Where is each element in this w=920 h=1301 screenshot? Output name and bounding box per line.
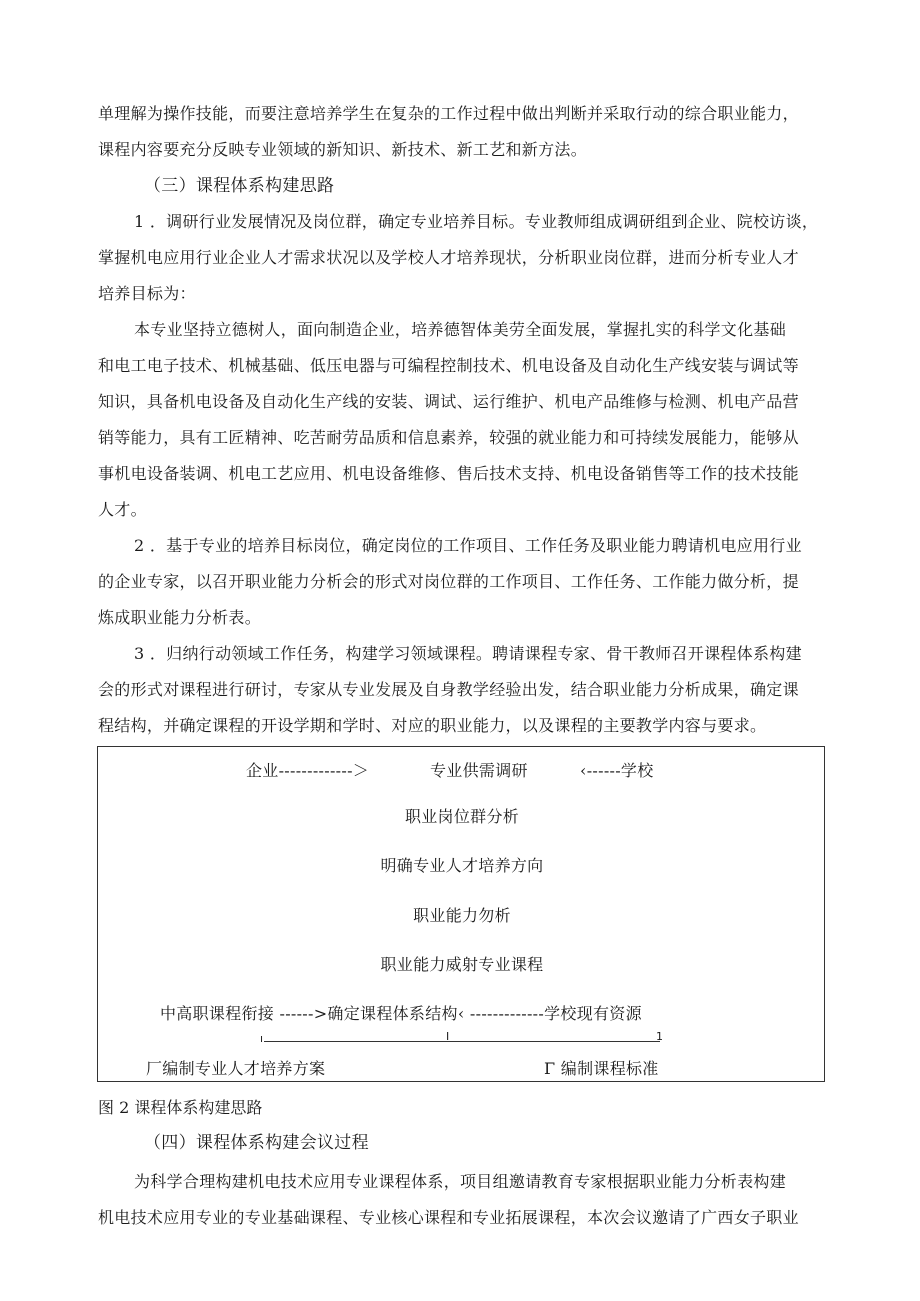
paragraph-line: 会的形式对课程进行研讨，专家从专业发展及自身教学经验出发，结合职业能力分析成果，确定课 xyxy=(98,680,799,699)
figure-caption: 图 2 课程体系构建思路 xyxy=(98,1098,263,1117)
diagram-course-structure-row: 中高职课程衔接 ------>确定课程体系结构‹ -------------学校现有资源 xyxy=(160,1004,642,1023)
paragraph-line: 程结构，并确定课程的开设学期和学时、对应的职业能力，以及课程的主要教学内容与要求。 xyxy=(98,716,767,735)
diagram-output-training-plan: 厂编制专业人才培养方案 xyxy=(146,1059,326,1078)
section-heading-4: （四）课程体系构建会议过程 xyxy=(144,1133,369,1153)
paragraph-line: 知识，具备机电设备及自动化生产线的安装、调试、运行维护、机电产品维修与检测、机电产品营 xyxy=(98,392,799,411)
paragraph-line: 炼成职业能力分析表。 xyxy=(98,608,262,627)
diagram-step-training-direction: 明确专业人才培养方向 xyxy=(380,856,544,875)
diagram-output-course-standard: Γ 编制课程标准 xyxy=(544,1059,659,1078)
paragraph-line: 的企业专家，以召开职业能力分析会的形式对岗位群的工作项目、工作任务、工作能力做分析，提 xyxy=(98,572,799,591)
paragraph-line: 事机电设备装调、机电工艺应用、机电设备维修、售后技术支持、机电设备销售等工作的技术技能 xyxy=(98,464,799,483)
paragraph-line: 为科学合理构建机电技术应用专业课程体系，项目组邀请教育专家根据职业能力分析表构建 xyxy=(134,1172,787,1191)
diagram-step-job-analysis: 职业岗位群分析 xyxy=(404,807,520,826)
paragraph-line: 单理解为操作技能，而要注意培养学生在复杂的工作过程中做出判断并采取行动的综合职业能力， xyxy=(98,104,799,123)
course-system-diagram xyxy=(97,746,825,1082)
diagram-bracket-line xyxy=(264,1041,660,1042)
paragraph-line: 课程内容要充分反映专业领域的新知识、新技术、新工艺和新方法。 xyxy=(98,140,588,159)
diagram-tick-mid: I xyxy=(446,1030,450,1043)
section-heading-3: （三）课程体系构建思路 xyxy=(144,176,335,196)
paragraph-line: 培养目标为： xyxy=(98,284,196,303)
diagram-tick-left: ı xyxy=(260,1032,264,1045)
diagram-supply-demand-research: 专业供需调研 xyxy=(430,761,528,780)
paragraph-line: 掌握机电应用行业企业人才需求状况以及学校人才培养现状，分析职业岗位群，进而分析专业人才 xyxy=(98,248,799,267)
paragraph-line: 销等能力，具有工匠精神、吃苦耐劳品质和信息素养，较强的就业能力和可持续发展能力，能够从 xyxy=(98,428,799,447)
paragraph-line: 机电技术应用专业的专业基础课程、专业核心课程和专业拓展课程，本次会议邀请了广西女子职业 xyxy=(98,1208,799,1227)
paragraph-line: 人才。 xyxy=(98,500,147,519)
paragraph-line: 2 ．基于专业的培养目标岗位，确定岗位的工作项目、工作任务及职业能力聘请机电应用行业 xyxy=(134,536,802,555)
paragraph-line: 1 ．调研行业发展情况及岗位群，确定专业培养目标。专业教师组成调研组到企业、院校访谈， xyxy=(134,212,819,231)
diagram-tick-right: 1 xyxy=(656,1030,663,1043)
paragraph-line: 3 ．归纳行动领域工作任务，构建学习领域课程。聘请课程专家、骨干教师召开课程体系构建 xyxy=(134,644,802,663)
paragraph-line: 本专业坚持立德树人，面向制造企业，培养德智体美劳全面发展，掌握扎实的科学文化基础 xyxy=(134,320,787,339)
diagram-enterprise-arrow: 企业-------------＞ xyxy=(246,761,370,780)
diagram-step-ability-analysis: 职业能力勿析 xyxy=(413,906,511,925)
diagram-step-ability-mapping: 职业能力威射专业课程 xyxy=(380,955,544,974)
diagram-school-arrow: ‹------学校 xyxy=(580,761,654,780)
paragraph-line: 和电工电子技术、机械基础、低压电器与可编程控制技术、机电设备及自动化生产线安装与调试等 xyxy=(98,356,799,375)
